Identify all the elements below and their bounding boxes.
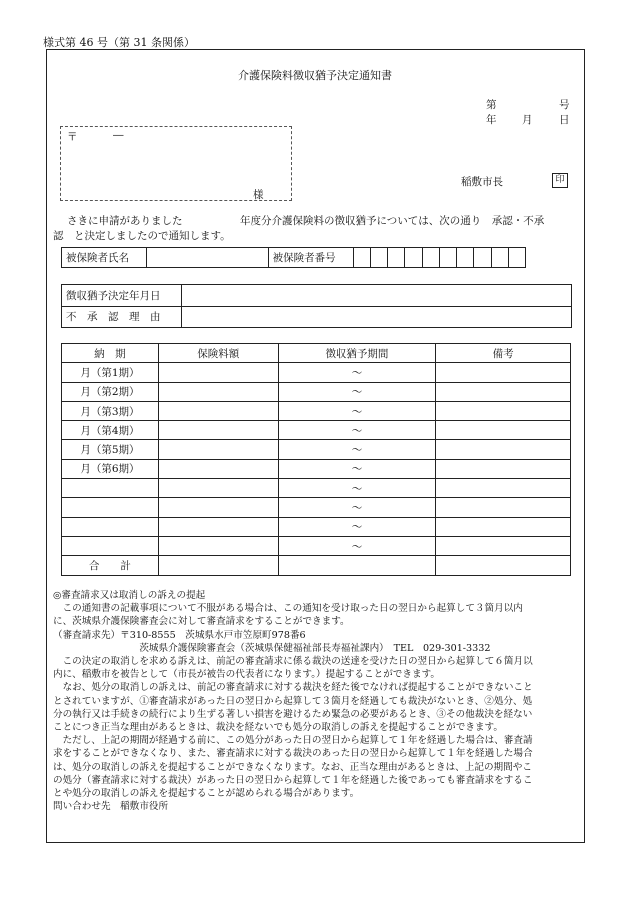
notes-line: なお、処分の取消しの訴えは、前記の審査請求に対する裁決を経た後でなければ提起することができないこと [53,682,533,694]
notes-line: ただし、上記の期間が経過する前に、この処分があった日の翌日から起算して１年を経過した場合は、審査請 [53,735,533,747]
number-prefix: 第 [486,99,497,111]
insured-number-digit [388,248,405,268]
decision-table [61,284,572,328]
date-year: 年 [486,114,497,126]
total-remarks [436,556,571,575]
insured-number-digit [457,248,474,268]
schedule-period [62,517,159,536]
schedule-period: 月（第4期） [62,421,159,440]
schedule-deferral-period: ～ [278,459,436,478]
schedule-amount [158,498,278,517]
notes-heading: ◎審査請求又は取消しの訴えの提起 [53,590,206,601]
total-amount [158,556,278,575]
date-month: 月 [522,114,533,126]
schedule-period [62,479,159,498]
notes-line: とされていますが、①審査請求があった日の翌日から起算して３箇月を経過しても裁決がないとき、②処分、処 [53,695,533,707]
notes-line: この決定の取消しを求める訴えは、前記の審査請求に係る裁決の送達を受けた日の翌日から起算して６箇月以 [53,656,533,668]
notes-line: の処分（審査請求に対する裁決）があった日の翌日から起算して１年を経過した後であっても審査請求をするこ [53,774,533,786]
schedule-table [61,343,571,576]
insured-number-digit [491,248,508,268]
schedule-deferral-period: ～ [278,401,436,420]
schedule-deferral-period: ～ [278,536,436,555]
decision-date-label: 徴収猶予決定年月日 [62,285,182,307]
insured-number-digit [508,248,525,268]
schedule-deferral-period: ～ [278,498,436,517]
insured-number-digit [353,248,370,268]
addressee-honorific: 様 [253,189,264,201]
notes-line: 分の執行又は手続きの続行により生ずる著しい損害を避けるため緊急の必要があるとき、③その他裁決を経ない [53,708,533,720]
postal-dash: ― [113,129,124,141]
schedule-amount [158,479,278,498]
insured-number-digit [474,248,491,268]
schedule-row [62,479,571,498]
schedule-period: 月（第5期） [62,440,159,459]
schedule-header: 備考 [436,344,571,363]
notes-line: 茨城県介護保険審査会（茨城県保健福祉部長寿福祉課内） TEL 029-301-3332 [53,642,491,654]
intro-line-1a: さきに申請がありました [67,215,183,227]
notes-line: 求をすることができなくなり、また、審査請求に対する裁決のあった日の翌日から起算して１年を経過した場合 [53,748,533,760]
denial-reason-value [182,306,572,328]
insured-name-value [147,248,269,268]
schedule-header: 徴収猶予期間 [278,344,436,363]
form-number-label: 様式第 46 号（第 31 条関係） [43,36,195,49]
schedule-deferral-period: ～ [278,440,436,459]
schedule-deferral-period: ～ [278,363,436,382]
document-title: 介護保険料徴収猶予決定通知書 [238,69,392,82]
schedule-amount [158,459,278,478]
schedule-remarks [436,440,571,459]
notes-line: は、処分の取消しの訴えを提起することができなくなります。なお、正当な理由があるときは、上記の期間やこ [53,761,532,773]
schedule-remarks [436,517,571,536]
schedule-header: 納 期 [62,344,159,363]
schedule-period: 月（第6期） [62,459,159,478]
schedule-deferral-period: ～ [278,421,436,440]
schedule-remarks [436,401,571,420]
schedule-remarks [436,479,571,498]
schedule-deferral-period: ～ [278,479,436,498]
postal-mark: 〒 [67,131,78,143]
issuer-name: 稲敷市長 [461,176,503,188]
schedule-deferral-period: ～ [278,517,436,536]
schedule-row [62,363,571,382]
schedule-amount [158,536,278,555]
intro-line-1b: 年度分介護保険料の徴収猶予については、次の通り 承認・不承 [240,215,545,227]
notes-line: に、茨城県介護保険審査会に対して審査請求をすることができます。 [53,616,350,628]
schedule-header: 保険料額 [158,344,278,363]
notes-line: 内に、稲敷市を被告として（市長が被告の代表者になります。）提起することができます。 [53,669,441,681]
denial-reason-label: 不 承 認 理 由 [62,306,182,328]
schedule-row [62,401,571,420]
notes-line: ことにつき正当な理由があるときは、裁決を経ないでも処分の取消しの訴えを提起することができます。 [53,722,503,734]
seal-mark: 印 [552,173,568,188]
schedule-period [62,498,159,517]
schedule-row [62,382,571,401]
date-day: 日 [559,114,570,126]
insured-number-digit [405,248,422,268]
notes-line: この通知書の記載事項について不服がある場合は、この通知を受け取った日の翌日から起算して３箇月以内 [53,603,523,615]
insured-table [61,247,526,268]
schedule-period: 月（第3期） [62,401,159,420]
total-period [278,556,436,575]
schedule-remarks [436,363,571,382]
insured-name-label: 被保険者氏名 [62,248,147,268]
insured-number-digit [422,248,439,268]
schedule-amount [158,440,278,459]
schedule-amount [158,421,278,440]
insured-number-digit [439,248,456,268]
number-suffix: 号 [559,99,570,111]
schedule-remarks [436,536,571,555]
schedule-row [62,536,571,555]
schedule-row [62,459,571,478]
schedule-period [62,536,159,555]
schedule-amount [158,517,278,536]
notes-line: 問い合わせ先 稲敷市役所 [53,801,169,813]
legal-notes [53,589,583,813]
schedule-row [62,421,571,440]
schedule-period: 月（第2期） [62,382,159,401]
schedule-row [62,498,571,517]
schedule-remarks [436,459,571,478]
schedule-row [62,517,571,536]
notes-line: とや処分の取消しの訴えを提起することが認められる場合があります。 [53,788,360,800]
total-label: 合 計 [62,556,159,575]
schedule-period: 月（第1期） [62,363,159,382]
intro-line-2: 認 と決定しましたので通知します。 [53,230,231,242]
schedule-deferral-period: ～ [278,382,436,401]
schedule-amount [158,401,278,420]
schedule-remarks [436,421,571,440]
notes-line: （審査請求先）〒310-8555 茨城県水戸市笠原町978番6 [53,629,306,641]
insured-number-digit [370,248,387,268]
schedule-row [62,440,571,459]
decision-date-value [182,285,572,307]
insured-number-label: 被保険者番号 [268,248,353,268]
schedule-remarks [436,498,571,517]
schedule-remarks [436,382,571,401]
schedule-amount [158,382,278,401]
schedule-amount [158,363,278,382]
